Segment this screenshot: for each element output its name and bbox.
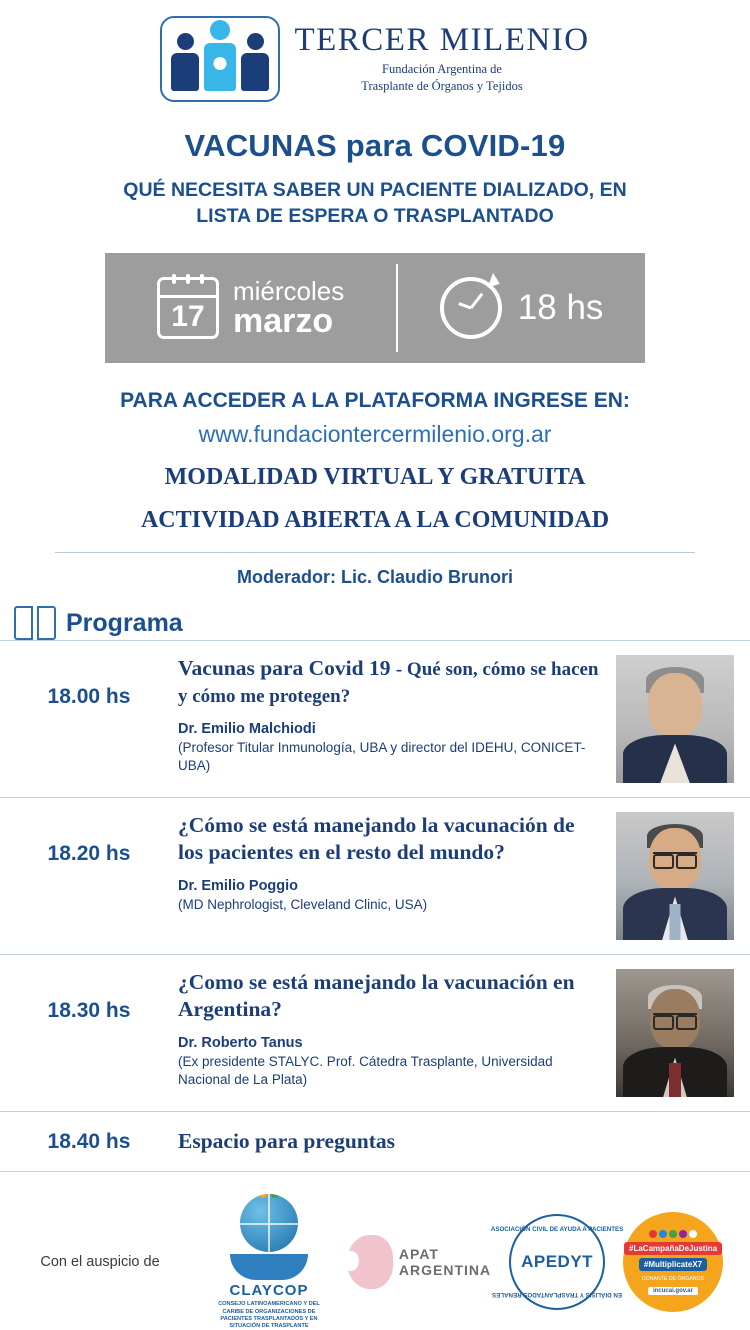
sponsors-section <box>0 1172 750 1330</box>
speaker-affiliation: (MD Nephrologist, Cleveland Clinic, USA) <box>178 897 428 913</box>
logo-figure-right <box>241 33 269 91</box>
event-datetime-band <box>105 253 645 363</box>
program-content <box>178 969 616 1088</box>
program-content <box>178 655 616 774</box>
sponsor-apedyt <box>490 1214 624 1310</box>
campaign-subtitle: DONANTE DE ÓRGANOS <box>642 1275 704 1282</box>
calendar-icon <box>157 277 219 339</box>
speaker-affiliation: (Ex presidente STALYC. Prof. Cátedra Trasplante, Universidad Nacional de La Plata) <box>178 1054 553 1087</box>
event-weekday: miércoles <box>232 276 345 307</box>
event-time <box>398 277 645 339</box>
program-header <box>14 606 750 640</box>
talk-title: ¿Como se está manejando la vacunación en Argentina? <box>178 970 575 1022</box>
sponsor-ring-bottom: EN DIÁLISIS Y TRASPLANTADOS RENALES <box>492 1291 623 1299</box>
sponsor-justina <box>623 1212 723 1312</box>
header <box>0 0 750 102</box>
talk-title <box>178 655 604 709</box>
org-text <box>294 23 589 94</box>
website-url[interactable]: www.fundaciontercermilenio.org.ar <box>198 421 552 448</box>
community-line: ACTIVIDAD ABIERTA A LA COMUNIDAD <box>140 507 610 534</box>
book-icon <box>14 606 56 640</box>
org-name: TERCER MILENIO <box>294 22 590 59</box>
campaign-url: incucai.gov.ar <box>648 1287 698 1295</box>
event-time-label: 18 hs <box>517 288 604 328</box>
talk-title-rest: - Qué son, cómo se hacen y cómo me protegen? <box>178 659 599 708</box>
speaker-photo <box>616 812 734 940</box>
talk-title: ¿Cómo se está manejando la vacunación de los pacientes en el resto del mundo? <box>178 813 575 865</box>
logo-icon <box>160 16 280 102</box>
clock-icon <box>440 277 502 339</box>
org-tagline-line2: Trasplante de Órganos y Tejidos <box>361 78 523 93</box>
program-time: 18.20 hs <box>47 842 131 866</box>
program-row <box>0 955 750 1111</box>
program-time: 18.30 hs <box>47 999 131 1023</box>
org-tagline <box>294 61 589 95</box>
logo-figure-center <box>204 20 236 91</box>
sponsor-name: CLAYCOP <box>229 1282 309 1300</box>
sponsor-ring-top: ASOCIACIÓN CIVIL DE AYUDA A PACIENTES <box>490 1226 624 1234</box>
program-content <box>178 1128 750 1155</box>
sponsor-claycop <box>209 1194 329 1330</box>
talk-title-bold: Vacunas para Covid 19 <box>178 656 391 681</box>
globe-icon <box>240 1194 298 1252</box>
sponsor-description: CONSEJO LATINOAMERICANO Y DEL CARIBE DE ORGANIZACIONES DE PACIENTES TRASPLANTADOS Y EN SITUACIÓN DE TRASPLANTE <box>218 1301 320 1330</box>
divider <box>55 552 695 553</box>
sponsor-name-line1: APAT <box>398 1246 439 1263</box>
sponsor-apat <box>347 1235 491 1289</box>
program-row <box>0 641 750 797</box>
speaker-photo <box>616 655 734 783</box>
access-heading: PARA ACCEDER A LA PLATAFORMA INGRESE EN: <box>120 389 630 413</box>
people-icon <box>649 1230 697 1238</box>
sponsor-name-line2: ARGENTINA <box>398 1262 492 1279</box>
program-row-closing <box>0 1112 750 1171</box>
event-date <box>105 277 396 339</box>
speaker-name: Dr. Roberto Tanus <box>178 1035 303 1052</box>
page-subtitle-line2: LISTA DE ESPERA O TRASPLANTADO <box>196 204 554 227</box>
page-title: VACUNAS para COVID-19 <box>184 128 566 163</box>
speaker-affiliation: (Profesor Titular Inmunología, UBA y director del IDEHU, CONICET-UBA) <box>178 740 586 773</box>
program-title: Programa <box>66 608 183 637</box>
campaign-tag-1: #LaCampañaDeJustina <box>624 1242 722 1255</box>
program-time: 18.00 hs <box>47 685 131 709</box>
hands-icon <box>230 1254 308 1280</box>
talk-title: Espacio para preguntas <box>178 1129 396 1154</box>
program-content <box>178 812 616 913</box>
modality-line: MODALIDAD VIRTUAL Y GRATUITA <box>164 464 586 491</box>
sponsor-name: APEDYT <box>521 1252 594 1272</box>
event-month: marzo <box>232 302 334 341</box>
speaker-name: Dr. Emilio Malchiodi <box>178 721 316 738</box>
moderator-label: Moderador: Lic. Claudio Brunori <box>236 567 513 588</box>
campaign-tag-2: #MultiplicateX7 <box>639 1258 707 1271</box>
speaker-name: Dr. Emilio Poggio <box>178 878 299 895</box>
sponsors-label: Con el auspicio de <box>40 1254 160 1271</box>
program-time: 18.40 hs <box>47 1129 131 1153</box>
page-subtitle <box>0 178 750 229</box>
program-row <box>0 798 750 954</box>
logo-figure-left <box>171 33 199 91</box>
event-day-number: 17 <box>171 300 205 334</box>
page-subtitle-line1: QUÉ NECESITA SABER UN PACIENTE DIALIZADO, EN <box>123 179 627 201</box>
org-tagline-line1: Fundación Argentina de <box>382 61 502 76</box>
speaker-photo <box>616 969 734 1097</box>
kidney-icon <box>347 1235 393 1289</box>
